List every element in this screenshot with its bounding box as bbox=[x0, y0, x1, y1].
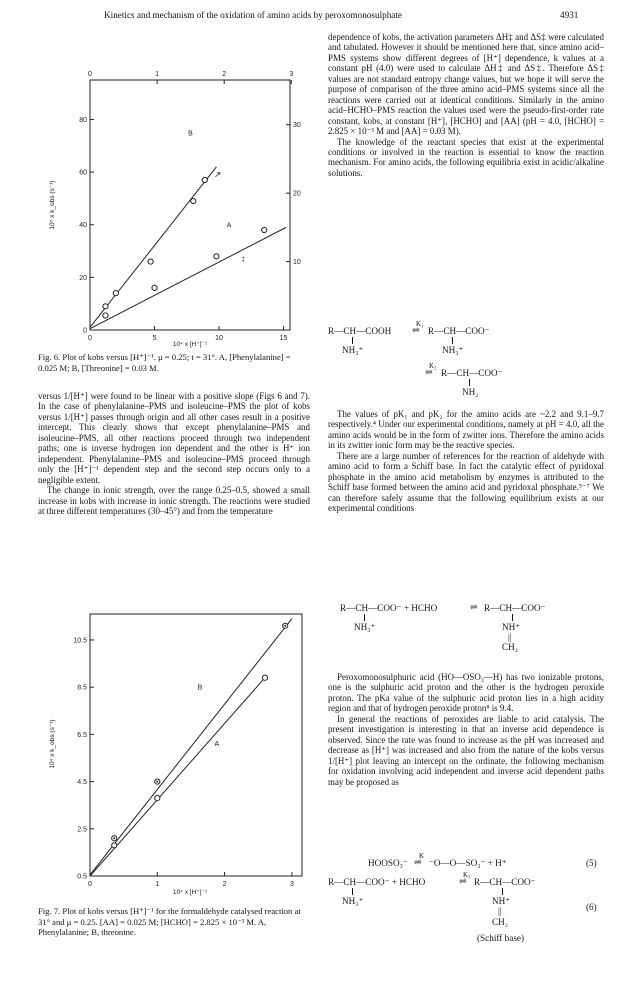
data-point-dot bbox=[156, 781, 158, 783]
x-tick-label: 0 bbox=[88, 335, 92, 342]
figure-7-caption: Fig. 7. Plot of kobs versus [H⁺]⁻¹ for the formaldehyde catalysed reaction at 31° and μ = 0.25. [AA] = 0.025 M; [HCHO] = 2.825 × 10⁻³ M. A, Phenylalanine; B, threonine. bbox=[38, 906, 301, 938]
x-tick-label: 15 bbox=[279, 335, 288, 342]
scheme1-nh2: NH₂ bbox=[462, 387, 479, 397]
data-point bbox=[202, 177, 207, 182]
series-line-b bbox=[90, 619, 292, 875]
x-tick-label: 0 bbox=[88, 881, 92, 888]
right-paragraph-4: There are a large number of references for the reaction of aldehyde with amino acid to form a Schiff base. In fact the catalytic effect of pyridoxal phosphate in the amino acid metabolism by enzymes is attributed to the Schiff base formed between the amino acid and pyridoxal phosphate.⁵⁻⁷ We can therefore safely assume that the following equilibrium exists at our experimental conditions bbox=[328, 450, 604, 514]
y-tick-label: 0 bbox=[83, 327, 87, 335]
bond-line bbox=[469, 379, 470, 386]
eq6-nh3: NH₃⁺ bbox=[342, 896, 364, 906]
y-tick-label: 8.5 bbox=[77, 684, 87, 692]
equilibrium-arrow-icon: ⇌ bbox=[414, 857, 422, 867]
eq5-left: HOOSO₃⁻ bbox=[368, 858, 408, 868]
series-line-b bbox=[90, 167, 216, 328]
eq6-right: R—CH—COO⁻ bbox=[474, 877, 536, 887]
data-point bbox=[262, 227, 267, 232]
scheme1-mid: R—CH—COO⁻ bbox=[428, 326, 490, 336]
x-top-tick-label: 0 bbox=[88, 71, 92, 78]
y-axis-label: 10⁵ x k_obs (s⁻¹) bbox=[49, 180, 56, 230]
data-point bbox=[103, 304, 108, 309]
amino-acid-equilibria bbox=[328, 320, 604, 400]
eq6-nh: NH⁺ bbox=[492, 896, 511, 906]
scheme1-k1: K₁ bbox=[416, 320, 424, 328]
data-point bbox=[103, 313, 108, 318]
bond-line bbox=[364, 614, 365, 621]
scheme1-left: R—CH—COOH bbox=[328, 326, 392, 336]
scheme2-double-bond: || bbox=[508, 632, 512, 642]
right-paragraph-1: dependence of kobs, the activation parameters ΔH‡ and ΔS‡ were calculated and tabulated. However it should be mentioned here that, since amino acid–PMS systems show different degrees of [H⁺] dependence, k values at a constant pH (4.0) were used to calculate ΔH‡ and ΔS‡. Therefore ΔS‡ values are not standard entropy change values, but we hope it will serve the purpose of comparison of the three amino acid–PMS systems since all the reactions were carried out at identical conditions. Similarly in the amino acid–HCHO–PMS reaction the values used were the pseudo-first-order rate constant, kobs, at constant [H⁺], [HCHO] and [AA] (pH = 4.0, [HCHO] = 2.825 × 10⁻³ M and [AA] = 0.03 M). bbox=[328, 32, 604, 137]
eq6-note: (Schiff base) bbox=[477, 933, 525, 943]
data-point-dot bbox=[284, 625, 286, 627]
plot-frame bbox=[90, 80, 290, 330]
figure-6-caption: Fig. 6. Plot of kobs versus [H⁺]⁻¹. μ = 0.25; t = 31°. A, [Phenylalanine] = 0.025 M; B, [Threonine] = 0.03 M. bbox=[38, 352, 291, 373]
series-label-b: B bbox=[188, 130, 193, 138]
y-tick-label: 20 bbox=[79, 274, 87, 282]
equilibrium-arrow-icon: ⇌ bbox=[425, 367, 433, 377]
equilibrium-arrow-icon: ⇌ bbox=[470, 602, 478, 612]
bond-line bbox=[352, 888, 353, 895]
x-axis-label: 10⁴ x [H⁺]⁻¹ bbox=[172, 341, 208, 348]
eq6-k: K₃ bbox=[463, 871, 471, 879]
schiff-base-equilibrium bbox=[340, 603, 604, 663]
eq6-double-bond: || bbox=[498, 906, 502, 916]
y-tick-label: 4.5 bbox=[77, 779, 87, 787]
figure-7 bbox=[40, 604, 310, 899]
scheme2-ch2: CH₂ bbox=[502, 642, 518, 652]
series-line-a bbox=[90, 227, 286, 328]
y-tick-label: 2.5 bbox=[77, 826, 87, 834]
eq6-number: (6) bbox=[586, 902, 597, 912]
x-tick-label: 5 bbox=[152, 335, 157, 342]
data-point bbox=[148, 259, 153, 264]
x-tick-label: 3 bbox=[289, 881, 294, 888]
y-right-tick-label: 20 bbox=[293, 190, 301, 198]
right-paragraph-3: The values of pK₁ and pK₂ for the amino acids are ~2.2 and 9.1–9.7 respectively.⁴ Under our experimental conditions, namely at pH = 4.0, all the amino acids would be in the form of zwitter ions. Therefore the amino acids in its zwitter ionic form may be the reactive species. bbox=[328, 409, 604, 451]
eq5-k: K bbox=[419, 852, 425, 860]
y-tick-label: 80 bbox=[79, 116, 87, 124]
scheme1-nh3-mid: NH₃⁺ bbox=[442, 345, 464, 355]
bond-line bbox=[452, 337, 453, 344]
scheme2-right: R—CH—COO⁻ bbox=[484, 603, 546, 613]
right-column-text-bottom bbox=[328, 672, 604, 787]
arrow-vertical-icon: ↕ bbox=[240, 253, 246, 264]
left-paragraph-1: versus 1/[H⁺] were found to be linear with a positive slope (Figs 6 and 7). In the case of phenylalanine–PMS and isoleucine–PMS the plot of kobs versus 1/[H⁺] passes through origin and all other cases result in a positive intercept. This clearly shows that except phenylalanine–PMS and isoleucine–PMS, all other reactions proceed through two independent paths; one is inverse hydrogen ion dependent and the other is H⁺ ion independent. Phenylalanine–PMS and isoleucine–PMS proceed through only the [H⁺]⁻¹ dependent step and the second step occurs only to a negligible extent. bbox=[38, 391, 310, 485]
y-tick-label: 6.5 bbox=[77, 731, 87, 739]
data-point bbox=[214, 254, 219, 259]
scheme1-right: R—CH—COO⁻ bbox=[441, 368, 503, 378]
right-paragraph-5: Peroxomonosulphuric acid (HO—OSO₃—H) has two ionizable protons, one is the sulphuric acid proton and the other is the hydrogen peroxide proton. The pKa value of the sulphuric acid proton lies in a high acidity region and that of hydrogen peroxide proton⁸ is 9.4. bbox=[328, 672, 604, 714]
y-right-tick-label: 10 bbox=[293, 259, 301, 267]
series-label-b: B bbox=[197, 684, 203, 692]
data-point bbox=[152, 285, 157, 290]
x-axis-label: 10⁴ x [H⁺]⁻¹ bbox=[172, 889, 208, 896]
y-right-tick-label: 30 bbox=[293, 122, 301, 130]
eq6-left: R—CH—COO⁻ + HCHO bbox=[328, 877, 426, 887]
arrow-up-right-icon: ↗ bbox=[213, 169, 222, 180]
scheme1-nh3-left: NH₃⁺ bbox=[342, 345, 364, 355]
data-point bbox=[155, 796, 160, 801]
bond-line bbox=[502, 888, 503, 895]
plot-frame bbox=[90, 614, 302, 876]
data-point-dot bbox=[113, 837, 115, 839]
figure-7-plot bbox=[40, 604, 310, 899]
x-top-tick-label: 1 bbox=[155, 71, 160, 78]
running-title: Kinetics and mechanism of the oxidation of amino acids by peroxomonosulphate bbox=[104, 10, 403, 20]
data-point bbox=[113, 291, 118, 296]
data-point bbox=[262, 675, 267, 680]
data-point bbox=[112, 843, 117, 848]
x-top-tick-label: 3 bbox=[289, 71, 294, 78]
eq6-ch2: CH₂ bbox=[492, 917, 508, 927]
right-paragraph-6: In general the reactions of peroxides are liable to acid catalysis. The present investigation is interesting in that an inverse acid dependence is observed. Since the rate was found to increase as the pH was increased and decrease as [H⁺] was increased and also from the nature of the kobs versus 1/[H⁺] plot leaving an intercept on the ordinate, the following mechanism for oxidation involving acid independent and inverse acid dependent paths may be proposed as bbox=[328, 713, 604, 787]
left-column-text bbox=[38, 391, 310, 516]
eq5-right: ⁻O—O—SO₃⁻ + H⁺ bbox=[429, 858, 507, 868]
y-axis-label: 10⁴ x k_obs (s⁻¹) bbox=[49, 719, 56, 769]
y-tick-label: 10.5 bbox=[73, 637, 87, 645]
right-column-text-middle bbox=[328, 409, 604, 514]
scheme2-left: R—CH—COO⁻ + HCHO bbox=[340, 603, 438, 613]
scheme1-k2: K₂ bbox=[429, 362, 437, 370]
figure-6 bbox=[40, 60, 310, 350]
right-paragraph-2: The knowledge of the reactant species that exist at the experimental conditions or involved in the reaction is essential to know the reaction mechanism. For amino acids, the following equilibria exist in acidic/alkaline solutions. bbox=[328, 136, 604, 178]
page-number: 4931 bbox=[560, 10, 579, 20]
scheme2-nh: NH⁺ bbox=[502, 622, 521, 632]
equilibrium-arrow-icon: ⇌ bbox=[459, 876, 467, 886]
left-paragraph-2: The change in ionic strength, over the range 0.25–0.5, showed a small increase in kobs with increase in ionic strength. The reactions were studied at three different temperatures (30–45°) and from the temperature bbox=[38, 485, 310, 516]
series-label-a: A bbox=[226, 222, 232, 230]
right-column-text-top bbox=[328, 32, 604, 178]
eq5-number: (5) bbox=[586, 858, 597, 868]
bond-line bbox=[352, 337, 353, 344]
x-tick-label: 10 bbox=[215, 335, 223, 342]
scheme2-nh3: NH₃⁺ bbox=[354, 622, 376, 632]
x-tick-label: 1 bbox=[155, 881, 160, 888]
x-top-tick-label: 2 bbox=[222, 71, 227, 78]
bond-line bbox=[512, 614, 513, 621]
x-tick-label: 2 bbox=[222, 881, 227, 888]
data-point bbox=[191, 198, 196, 203]
y-tick-label: 40 bbox=[79, 222, 87, 230]
series-label-a: A bbox=[214, 741, 220, 749]
figure-6-plot bbox=[40, 60, 310, 350]
y-tick-label: 60 bbox=[79, 169, 87, 177]
equation-6 bbox=[328, 871, 604, 987]
y-tick-label: 0.5 bbox=[77, 873, 87, 881]
equilibrium-arrow-icon: ⇌ bbox=[412, 325, 420, 335]
